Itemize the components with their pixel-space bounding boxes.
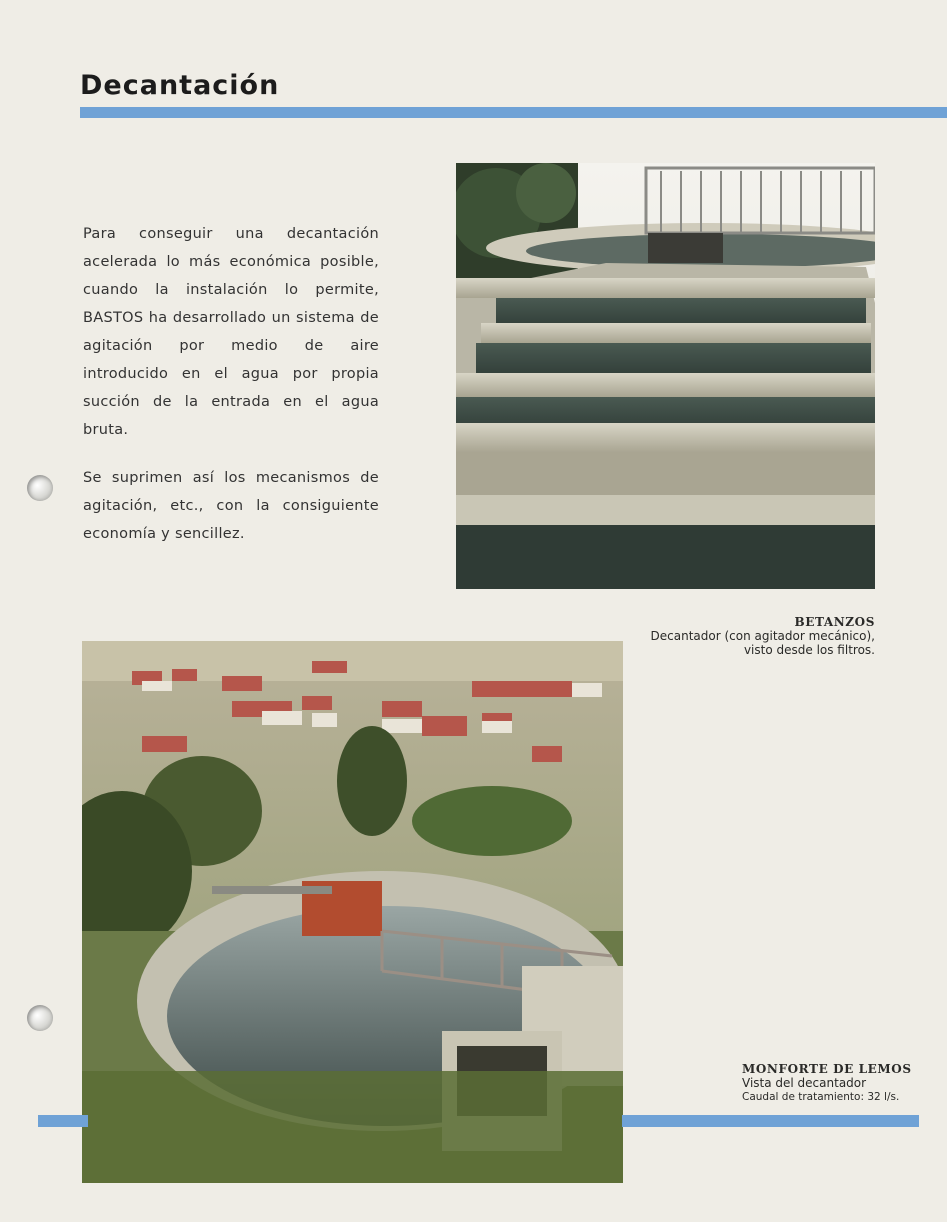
photo-betanzos-decanter	[456, 163, 875, 589]
body-paragraph-1: Para conseguir una decantación acelerada lo más económica posible, cuando la instalación lo permite, BASTOS ha desarrollado un sistema de agitación por medio de aire introducido en el agua por propia succión de la entrada en el agua bruta.	[83, 226, 379, 438]
bottom-blue-rule-left	[38, 1115, 88, 1127]
caption-betanzos-line-2: visto desde los filtros.	[743, 643, 875, 657]
binder-hole-bottom	[27, 1005, 53, 1031]
caption-betanzos	[600, 615, 875, 657]
caption-monforte-place: MONFORTE DE LEMOS	[742, 1062, 912, 1076]
caption-monforte-line-2: Caudal de tratamiento: 32 l/s.	[742, 1091, 900, 1103]
caption-betanzos-line-1: Decantador (con agitador mecánico),	[650, 629, 875, 643]
bottom-blue-rule-right	[622, 1115, 919, 1127]
binder-hole-top	[27, 475, 53, 501]
top-blue-rule	[80, 107, 947, 118]
caption-monforte-line-1: Vista del decantador	[742, 1076, 867, 1090]
page-title: Decantación	[80, 70, 280, 101]
body-paragraph-2: Se suprimen así los mecanismos de agitación, etc., con la consiguiente economía y sencillez.	[83, 470, 379, 542]
body-text	[83, 220, 379, 568]
photo-monforte-decanter	[82, 641, 623, 1183]
caption-monforte	[742, 1062, 942, 1104]
caption-betanzos-place: BETANZOS	[794, 615, 875, 629]
